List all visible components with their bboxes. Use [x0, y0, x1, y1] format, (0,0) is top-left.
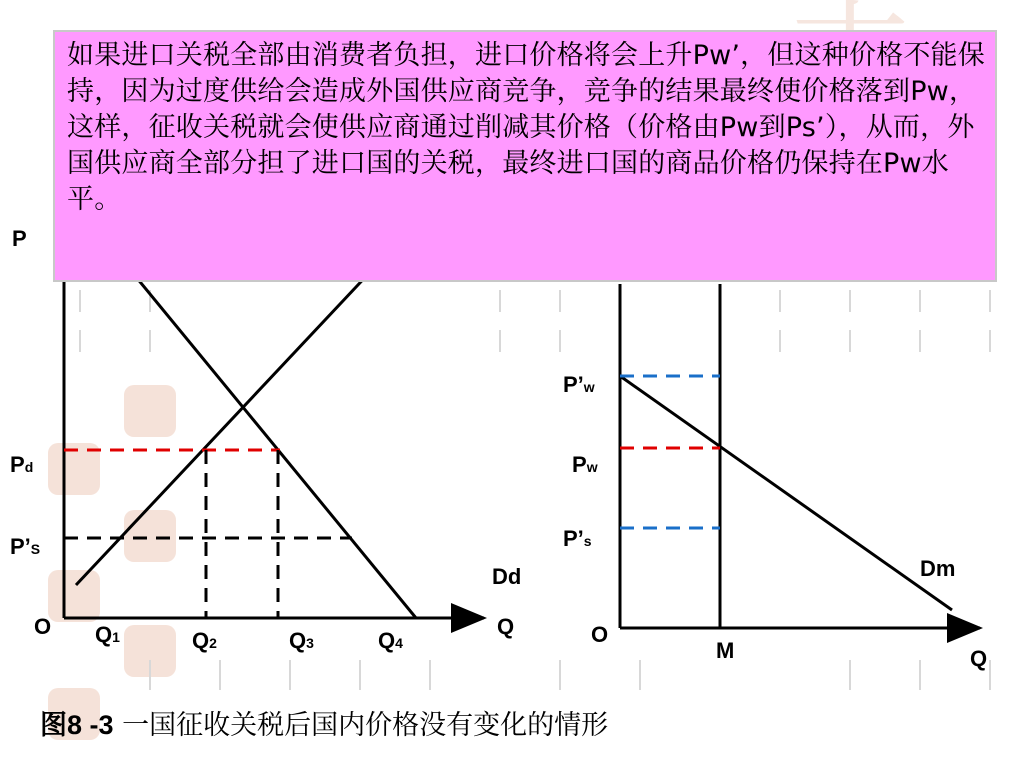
caption-text: 一国征收关税后国内价格没有变化的情形 — [122, 710, 609, 741]
left-axis-label-q: Q — [497, 614, 515, 639]
right-axis-label-q: Q — [970, 646, 988, 671]
left-origin-label: O — [34, 614, 52, 639]
ps-prime-main: P’ — [563, 526, 584, 551]
q4-label — [378, 630, 403, 652]
pw-prime-main: P’ — [563, 372, 584, 397]
right-origin-label: O — [591, 622, 609, 647]
ps-prime-sub: s — [583, 533, 592, 549]
pw-main: P — [572, 452, 587, 477]
q1-main: Q — [95, 622, 113, 647]
figure-caption — [40, 703, 608, 742]
pw-prime-sub: w — [583, 379, 595, 395]
demand-label-dd: Dd — [492, 564, 522, 589]
pd-label — [10, 454, 33, 476]
q2-label — [192, 630, 217, 652]
ps-prime-label — [563, 528, 592, 550]
ps-label — [10, 536, 40, 558]
pw-sub: w — [586, 459, 598, 475]
q3-label — [289, 630, 314, 652]
import-demand-curve — [620, 376, 952, 610]
m-label: M — [716, 638, 735, 663]
pw-prime-label — [563, 374, 595, 396]
left-axis-label-p: P — [12, 226, 27, 251]
caption-prefix: 图8 -3 — [40, 710, 114, 740]
ps-label-main: P’ — [10, 534, 31, 559]
pd-label-main: P — [10, 452, 25, 477]
q2-sub: 2 — [209, 635, 217, 651]
demand-label-dm: Dm — [920, 556, 956, 581]
pw-label — [572, 454, 598, 476]
q4-sub: 4 — [395, 635, 403, 651]
q3-sub: 3 — [306, 635, 314, 651]
q4-main: Q — [378, 628, 396, 653]
q3-main: Q — [289, 628, 307, 653]
q1-sub: 1 — [112, 629, 120, 645]
explanation-callout — [53, 30, 997, 282]
q1-label — [95, 624, 120, 646]
ps-label-sub: S — [30, 541, 41, 557]
pd-label-sub: d — [24, 459, 34, 475]
callout-text: 如果进口关税全部由消费者负担，进口价格将会上升Pw’，但这种价格不能保持，因为过度供给会造成外国供应商竞争，竞争的结果最终使价格落到Pw，这样，征收关税就会使供应商通过削减其价格（价格由Pw到Ps’），从而，外国供应商全部分担了进口国的关税，最终进口国的商品价格仍保持在Pw水平。 — [67, 40, 985, 215]
q2-main: Q — [192, 628, 210, 653]
